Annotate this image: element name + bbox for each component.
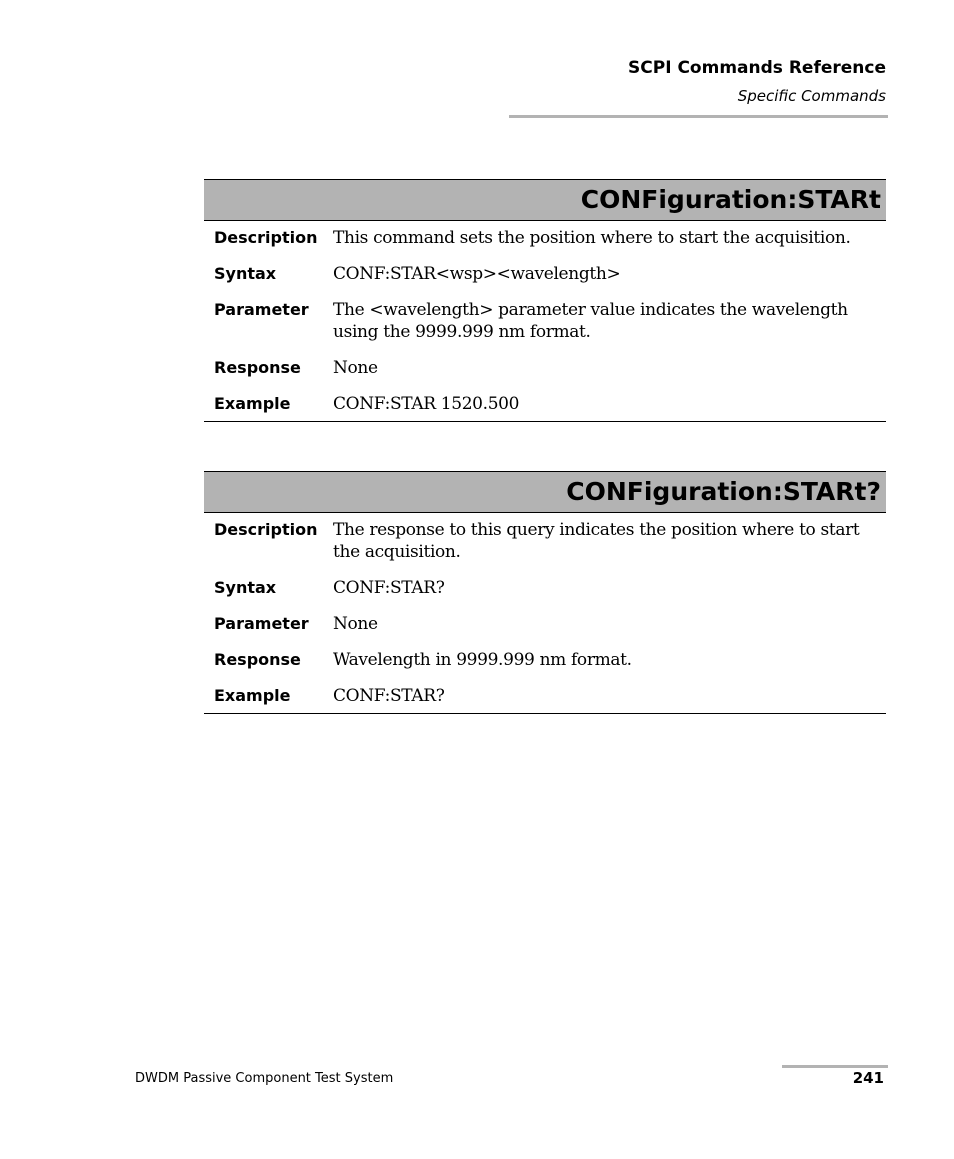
command-table: [204, 513, 886, 714]
table-row: [204, 563, 886, 599]
table-row: [204, 599, 886, 635]
table-row: [204, 635, 886, 671]
row-value: Wavelength in 9999.999 nm format.: [333, 650, 632, 670]
table-row: [204, 221, 886, 249]
row-value: CONF:STAR?: [333, 686, 445, 706]
table-row: [204, 379, 886, 422]
table-row: [204, 671, 886, 714]
command-title: CONFiguration:STARt: [204, 179, 886, 221]
page-number: 241: [852, 1069, 884, 1087]
row-label: Example: [214, 394, 291, 413]
row-label: Parameter: [214, 300, 309, 319]
row-label: Response: [214, 650, 301, 669]
row-value: CONF:STAR 1520.500: [333, 394, 520, 414]
running-header-title: SCPI Commands Reference: [628, 58, 886, 78]
table-row: [204, 343, 886, 379]
row-label: Parameter: [214, 614, 309, 633]
footer-rule: [782, 1065, 888, 1068]
row-label: Description: [214, 520, 318, 539]
row-value: The response to this query indicates the position where to start the acquisition.: [333, 520, 860, 562]
running-header-subtitle: Specific Commands: [737, 87, 886, 105]
command-table: [204, 221, 886, 422]
row-label: Example: [214, 686, 291, 705]
row-label: Syntax: [214, 264, 277, 283]
row-value: None: [333, 614, 378, 634]
table-row: [204, 513, 886, 563]
row-value: CONF:STAR?: [333, 578, 445, 598]
table-row: [204, 285, 886, 343]
row-value: This command sets the position where to start the acquisition.: [333, 228, 851, 248]
command-block-start-query: [204, 471, 886, 714]
command-title: CONFiguration:STARt?: [204, 471, 886, 513]
header-rule: [509, 115, 888, 118]
row-label: Description: [214, 228, 318, 247]
row-label: Syntax: [214, 578, 277, 597]
table-row: [204, 249, 886, 285]
row-value: The <wavelength> parameter value indicates the wavelength using the 9999.999 nm format.: [333, 300, 848, 342]
command-block-start: [204, 179, 886, 422]
row-label: Response: [214, 358, 301, 377]
row-value: None: [333, 358, 378, 378]
row-value: CONF:STAR<wsp><wavelength>: [333, 264, 621, 284]
footer-product-name: DWDM Passive Component Test System: [135, 1071, 394, 1086]
